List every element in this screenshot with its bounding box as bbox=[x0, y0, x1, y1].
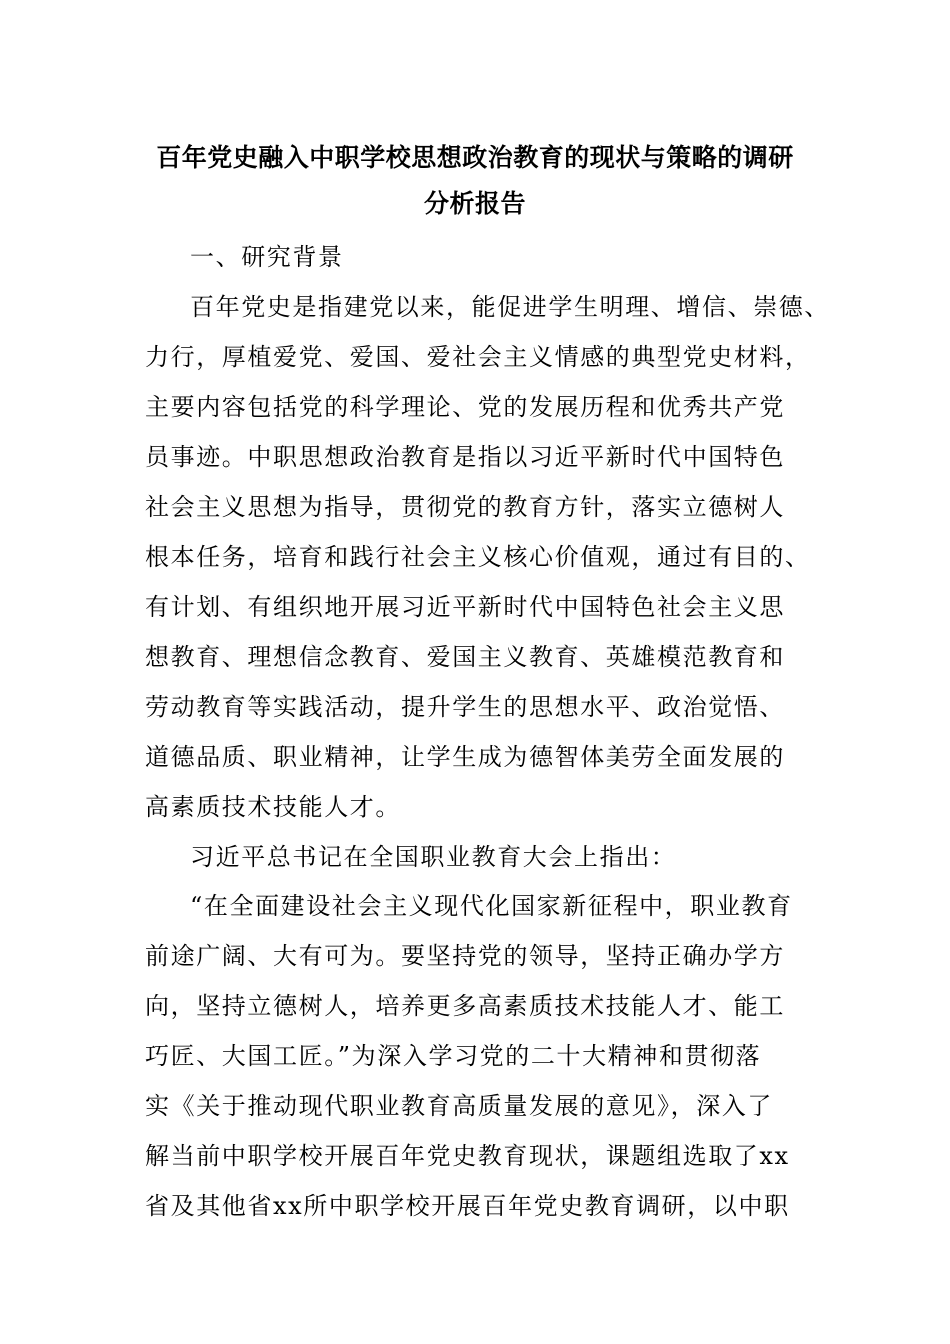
paragraph-line: 有计划、有组织地开展习近平新时代中国特色社会主义思 bbox=[145, 593, 785, 621]
paragraph-line: 想教育、理想信念教育、爱国主义教育、英雄模范教育和 bbox=[145, 643, 785, 671]
document-title-line2: 分析报告 bbox=[423, 189, 526, 218]
paragraph-line: 力行，厚植爱党、爱国、爱社会主义情感的典型党史材料， bbox=[145, 343, 811, 371]
paragraph-line: 劳动教育等实践活动，提升学生的思想水平、政治觉悟、 bbox=[145, 693, 785, 721]
paragraph-line: 员事迹。中职思想政治教育是指以习近平新时代中国特色 bbox=[145, 443, 785, 471]
paragraph-line: 主要内容包括党的科学理论、党的发展历程和优秀共产党 bbox=[145, 393, 785, 421]
paragraph-line: 巧匠、大国工匠。”为深入学习党的二十大精神和贯彻落 bbox=[145, 1042, 762, 1070]
paragraph-line: 实《关于推动现代职业教育高质量发展的意见》，深入了 bbox=[145, 1092, 773, 1120]
paragraph-line: “在全面建设社会主义现代化国家新征程中，职业教育 bbox=[190, 892, 793, 920]
paragraph-line: 百年党史是指建党以来，能促进学生明理、增信、崇德、 bbox=[190, 293, 830, 321]
paragraph-line: 根本任务，培育和践行社会主义核心价值观，通过有目的、 bbox=[145, 543, 811, 571]
paragraph-line: 社会主义思想为指导，贯彻党的教育方针，落实立德树人 bbox=[145, 493, 785, 521]
paragraph-line: 高素质技术技能人才。 bbox=[145, 793, 401, 821]
paragraph-line: 向，坚持立德树人，培养更多高素质技术技能人才、能工 bbox=[145, 992, 785, 1020]
paragraph-line: 道德品质、职业精神，让学生成为德智体美劳全面发展的 bbox=[145, 743, 785, 771]
section-heading: 一、研究背景 bbox=[190, 243, 344, 271]
document-title-line1: 百年党史融入中职学校思想政治教育的现状与策略的调研 bbox=[156, 143, 794, 172]
paragraph-line: 前途广阔、大有可为。要坚持党的领导，坚持正确办学方 bbox=[145, 942, 785, 970]
paragraph-line: 解当前中职学校开展百年党史教育现状，课题组选取了xx bbox=[145, 1142, 790, 1170]
paragraph-line: 省及其他省xx所中职学校开展百年党史教育调研，以中职 bbox=[145, 1192, 790, 1220]
paragraph-line: 习近平总书记在全国职业教育大会上指出： bbox=[190, 843, 677, 871]
